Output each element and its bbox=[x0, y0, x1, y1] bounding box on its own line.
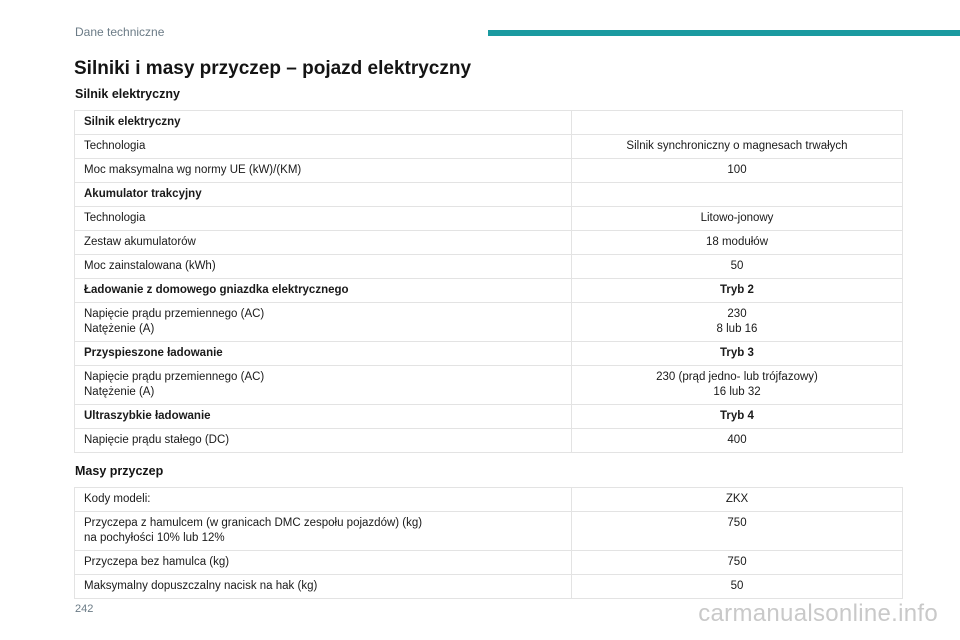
table-header-row bbox=[75, 183, 903, 207]
label-line: Przyczepa bez hamulca (kg) bbox=[84, 556, 230, 568]
row-value bbox=[572, 551, 903, 575]
row-label bbox=[75, 303, 572, 342]
table-row bbox=[75, 488, 903, 512]
row-value bbox=[572, 255, 903, 279]
row-label bbox=[75, 488, 572, 512]
value-line: ZKX bbox=[725, 493, 749, 505]
page-number: 242 bbox=[75, 603, 94, 615]
table-row bbox=[75, 366, 903, 405]
label-line: Natężenie (A) bbox=[84, 386, 155, 398]
table-header-row bbox=[75, 111, 903, 135]
label-line: Technologia bbox=[84, 140, 146, 152]
table-row bbox=[75, 575, 903, 599]
row-label bbox=[75, 366, 572, 405]
value-line: Tryb 4 bbox=[720, 410, 754, 422]
label-line: Przyspieszone ładowanie bbox=[84, 347, 223, 359]
label-line: Silnik elektryczny bbox=[84, 116, 181, 128]
value-line: Tryb 2 bbox=[720, 284, 754, 296]
row-label bbox=[75, 429, 572, 453]
value-line: 50 bbox=[730, 260, 744, 272]
label-line: Akumulator trakcyjny bbox=[84, 188, 202, 200]
row-value bbox=[572, 429, 903, 453]
table-row bbox=[75, 159, 903, 183]
row-value bbox=[572, 342, 903, 366]
label-line: Zestaw akumulatorów bbox=[84, 236, 196, 248]
label-line: Kody modeli: bbox=[84, 493, 151, 505]
watermark: carmanualsonline.info bbox=[698, 600, 938, 627]
row-label bbox=[75, 255, 572, 279]
value-line: 18 modułów bbox=[705, 236, 768, 248]
row-label bbox=[75, 279, 572, 303]
value-line: 8 lub 16 bbox=[716, 323, 758, 335]
row-label bbox=[75, 405, 572, 429]
row-value bbox=[572, 366, 903, 405]
label-line: Technologia bbox=[84, 212, 146, 224]
section-label: Dane techniczne bbox=[75, 25, 165, 39]
row-value bbox=[572, 303, 903, 342]
motor-section-subtitle: Silnik elektryczny bbox=[75, 87, 180, 101]
row-value bbox=[572, 135, 903, 159]
label-line: Moc maksymalna wg normy UE (kW)/(KM) bbox=[84, 164, 302, 176]
value-line: Tryb 3 bbox=[720, 347, 754, 359]
table-header-row bbox=[75, 405, 903, 429]
row-value bbox=[572, 488, 903, 512]
row-label bbox=[75, 512, 572, 551]
value-line: 100 bbox=[727, 164, 747, 176]
row-value bbox=[572, 207, 903, 231]
table-row bbox=[75, 512, 903, 551]
row-label bbox=[75, 575, 572, 599]
row-label bbox=[75, 183, 572, 207]
label-line: Moc zainstalowana (kWh) bbox=[84, 260, 216, 272]
row-value bbox=[572, 405, 903, 429]
trailer-spec-table bbox=[74, 487, 903, 599]
value-line: 50 bbox=[730, 580, 744, 592]
motor-spec-table bbox=[74, 110, 903, 453]
label-line: Ultraszybkie ładowanie bbox=[84, 410, 211, 422]
row-label bbox=[75, 111, 572, 135]
label-line: Napięcie prądu stałego (DC) bbox=[84, 434, 230, 446]
value-line: 750 bbox=[727, 517, 747, 529]
row-value bbox=[572, 512, 903, 551]
table-row bbox=[75, 207, 903, 231]
row-value bbox=[572, 183, 903, 207]
table-row bbox=[75, 135, 903, 159]
label-line: Przyczepa z hamulcem (w granicach DMC zespołu pojazdów) (kg) bbox=[84, 517, 423, 529]
row-label bbox=[75, 207, 572, 231]
page-title: Silniki i masy przyczep – pojazd elektryczny bbox=[74, 58, 472, 79]
table-row bbox=[75, 255, 903, 279]
label-line: Maksymalny dopuszczalny nacisk na hak (kg) bbox=[84, 580, 318, 592]
value-line: Silnik synchroniczny o magnesach trwałych bbox=[626, 140, 848, 152]
table-row bbox=[75, 429, 903, 453]
header-accent-bar bbox=[488, 30, 960, 36]
row-value bbox=[572, 159, 903, 183]
value-line: 230 bbox=[727, 308, 747, 320]
row-value bbox=[572, 111, 903, 135]
table-row bbox=[75, 231, 903, 255]
value-line: 16 lub 32 bbox=[713, 386, 761, 398]
row-label bbox=[75, 342, 572, 366]
row-label bbox=[75, 135, 572, 159]
value-line: Litowo-jonowy bbox=[700, 212, 774, 224]
label-line: Napięcie prądu przemiennego (AC) bbox=[84, 371, 265, 383]
label-line: Natężenie (A) bbox=[84, 323, 155, 335]
table-row bbox=[75, 551, 903, 575]
row-label bbox=[75, 159, 572, 183]
label-line: Ładowanie z domowego gniazdka elektrycznego bbox=[84, 284, 349, 296]
table-header-row bbox=[75, 342, 903, 366]
row-label bbox=[75, 231, 572, 255]
label-line: na pochyłości 10% lub 12% bbox=[84, 532, 225, 544]
label-line: Napięcie prądu przemiennego (AC) bbox=[84, 308, 265, 320]
value-line: 750 bbox=[727, 556, 747, 568]
row-label bbox=[75, 551, 572, 575]
value-line: 400 bbox=[727, 434, 747, 446]
row-value bbox=[572, 575, 903, 599]
table-row bbox=[75, 303, 903, 342]
trailer-section-subtitle: Masy przyczep bbox=[75, 464, 164, 478]
table-header-row bbox=[75, 279, 903, 303]
row-value bbox=[572, 231, 903, 255]
row-value bbox=[572, 279, 903, 303]
value-line: 230 (prąd jedno- lub trójfazowy) bbox=[656, 371, 818, 383]
